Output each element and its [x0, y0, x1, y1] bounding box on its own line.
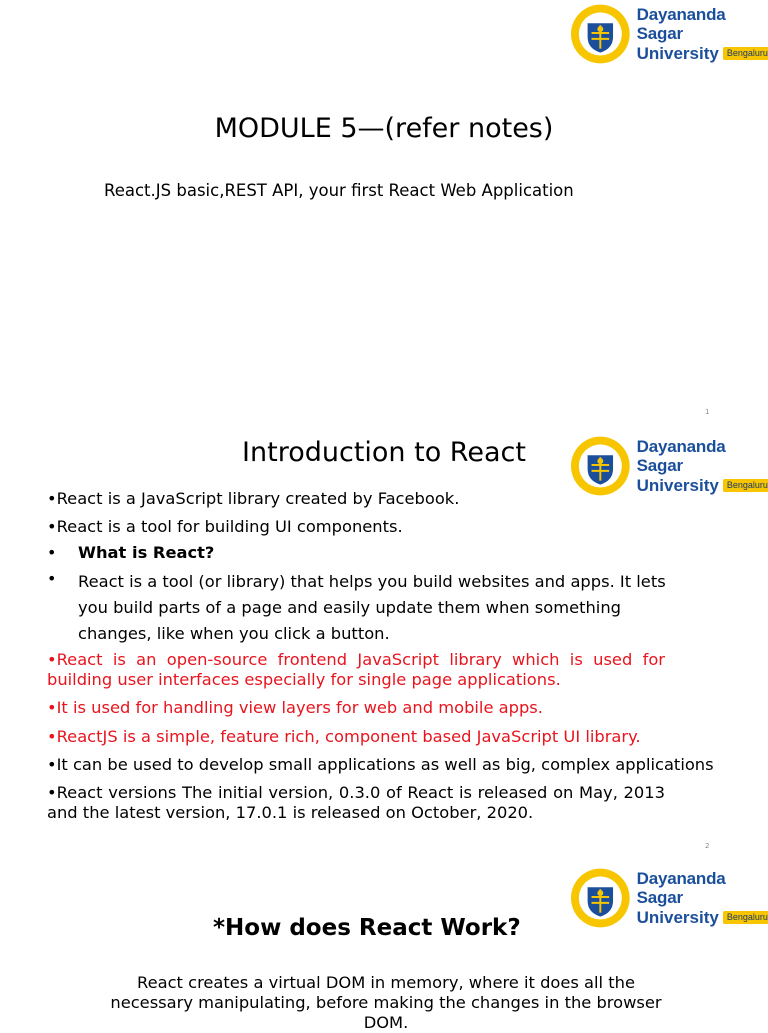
bullet-symbol: • — [47, 569, 57, 588]
bullet-symbol: • — [47, 543, 57, 562]
slide-3-body: React creates a virtual DOM in memory, where it does all the necessary manipulating, before making the changes in the browser DOM. — [110, 973, 662, 1032]
slide-1 — [0, 0, 768, 425]
bullet-item: •React is a tool for building UI components. — [47, 517, 403, 536]
university-logo — [570, 3, 768, 65]
logo-name: Dayananda Sagar — [636, 4, 726, 44]
page-number: 2 — [705, 842, 710, 850]
logo-city-badge: Bengaluru — [723, 47, 768, 59]
bullet-item-highlight: •It is used for handling view layers for web and mobile apps. — [47, 698, 543, 717]
logo-name: Dayananda Sagar — [636, 436, 726, 476]
bullet-item: •React is a JavaScript library created by Facebook. — [47, 489, 460, 508]
slide-3 — [0, 855, 768, 1032]
bullet-item: •React versions The initial version, 0.3.0 of React is released on May, 2013 and the latest version, 17.0.1 is released on October, 2020. — [47, 783, 665, 822]
bullet-item-highlight: •ReactJS is a simple, feature rich, component based JavaScript UI library. — [47, 727, 641, 746]
bullet-item: React is a tool (or library) that helps you build websites and apps. It lets you build parts of a page and easily update them when something changes, like when you click a button. — [78, 572, 666, 643]
bullet-item-heading: What is React? — [78, 543, 215, 562]
slide-2-title: Introduction to React — [242, 437, 526, 468]
logo-city-badge: Bengaluru — [723, 479, 768, 491]
slide-1-title: MODULE 5—(refer notes) — [214, 113, 554, 144]
bullet-item-highlight: •React is an open-source frontend JavaScript library which is used for building user interfaces especially for single page applications. — [47, 650, 665, 689]
logo-name: Dayananda Sagar — [636, 868, 726, 908]
logo-city-badge: Bengaluru — [723, 911, 768, 923]
page-number: 1 — [705, 408, 710, 416]
slide-1-subtitle: React.JS basic,REST API, your first React Web Application — [104, 181, 574, 200]
logo-university: University — [636, 907, 719, 927]
slide-3-title: *How does React Work? — [213, 915, 521, 941]
bullet-item: •It can be used to develop small applications as well as big, complex applications — [47, 755, 714, 774]
logo-university: University — [636, 475, 719, 495]
slide-2 — [0, 425, 768, 855]
logo-university: University — [636, 43, 719, 63]
university-seal-icon — [570, 3, 631, 65]
university-logo — [570, 867, 768, 929]
university-seal-icon — [570, 867, 631, 929]
